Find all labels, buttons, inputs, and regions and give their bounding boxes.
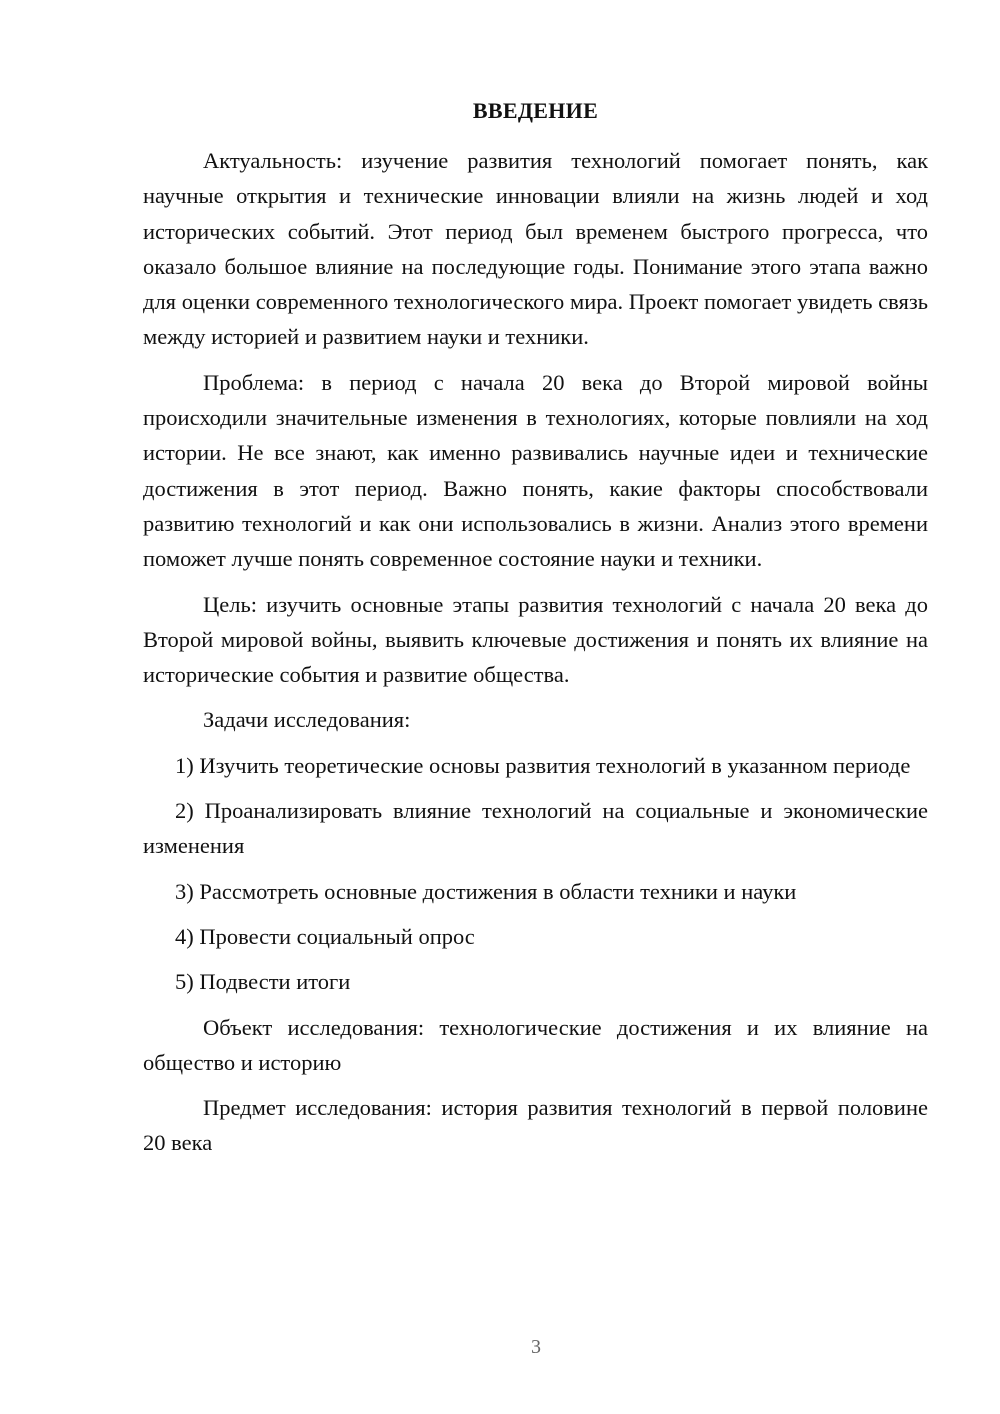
- relevance-paragraph: Актуальность: изучение развития технологий помогает понять, как научные открытия и технические инновации влияли на жизнь людей и ход исторических событий. Этот период был временем быстрого прогресса, что оказало большое влияние на последующие годы. Понимание этого этапа важно для оценки современного технологического мира. Проект помогает увидеть связь между историей и развитием науки и техники.: [143, 148, 928, 350]
- task-item: 5) Подвести итоги: [175, 969, 351, 995]
- subject-paragraph: Предмет исследования: история развития технологий в первой половине 20 века: [143, 1095, 928, 1156]
- goal-paragraph: Цель: изучить основные этапы развития технологий с начала 20 века до Второй мировой войны, выявить ключевые достижения и понять их влияние на исторические события и развитие общества.: [143, 591, 928, 688]
- section-title: ВВЕДЕНИЕ: [472, 98, 599, 123]
- problem-paragraph: Проблема: в период с начала 20 века до Второй мировой войны происходили значительные изменения в технологиях, которые повлияли на ход истории. Не все знают, как именно развивались научные идеи и технические достижения в этот период. Важно понять, какие факторы способствовали развитию технологий и как они использовались в жизни. Анализ этого времени поможет лучше понять современное состояние науки и техники.: [143, 369, 928, 572]
- tasks-heading: Задачи исследования:: [203, 707, 411, 733]
- page-number: 3: [531, 1336, 541, 1358]
- document-body: [143, 143, 928, 1161]
- task-item: 3) Рассмотреть основные достижения в области техники и науки: [175, 878, 797, 904]
- task-item: 4) Провести социальный опрос: [175, 923, 475, 949]
- task-item: 1) Изучить теоретические основы развития технологий в указанном периоде: [175, 752, 911, 778]
- object-paragraph: Объект исследования: технологические достижения и их влияние на общество и историю: [143, 1014, 928, 1075]
- task-item: 2) Проанализировать влияние технологий на социальные и экономические изменения: [143, 798, 928, 859]
